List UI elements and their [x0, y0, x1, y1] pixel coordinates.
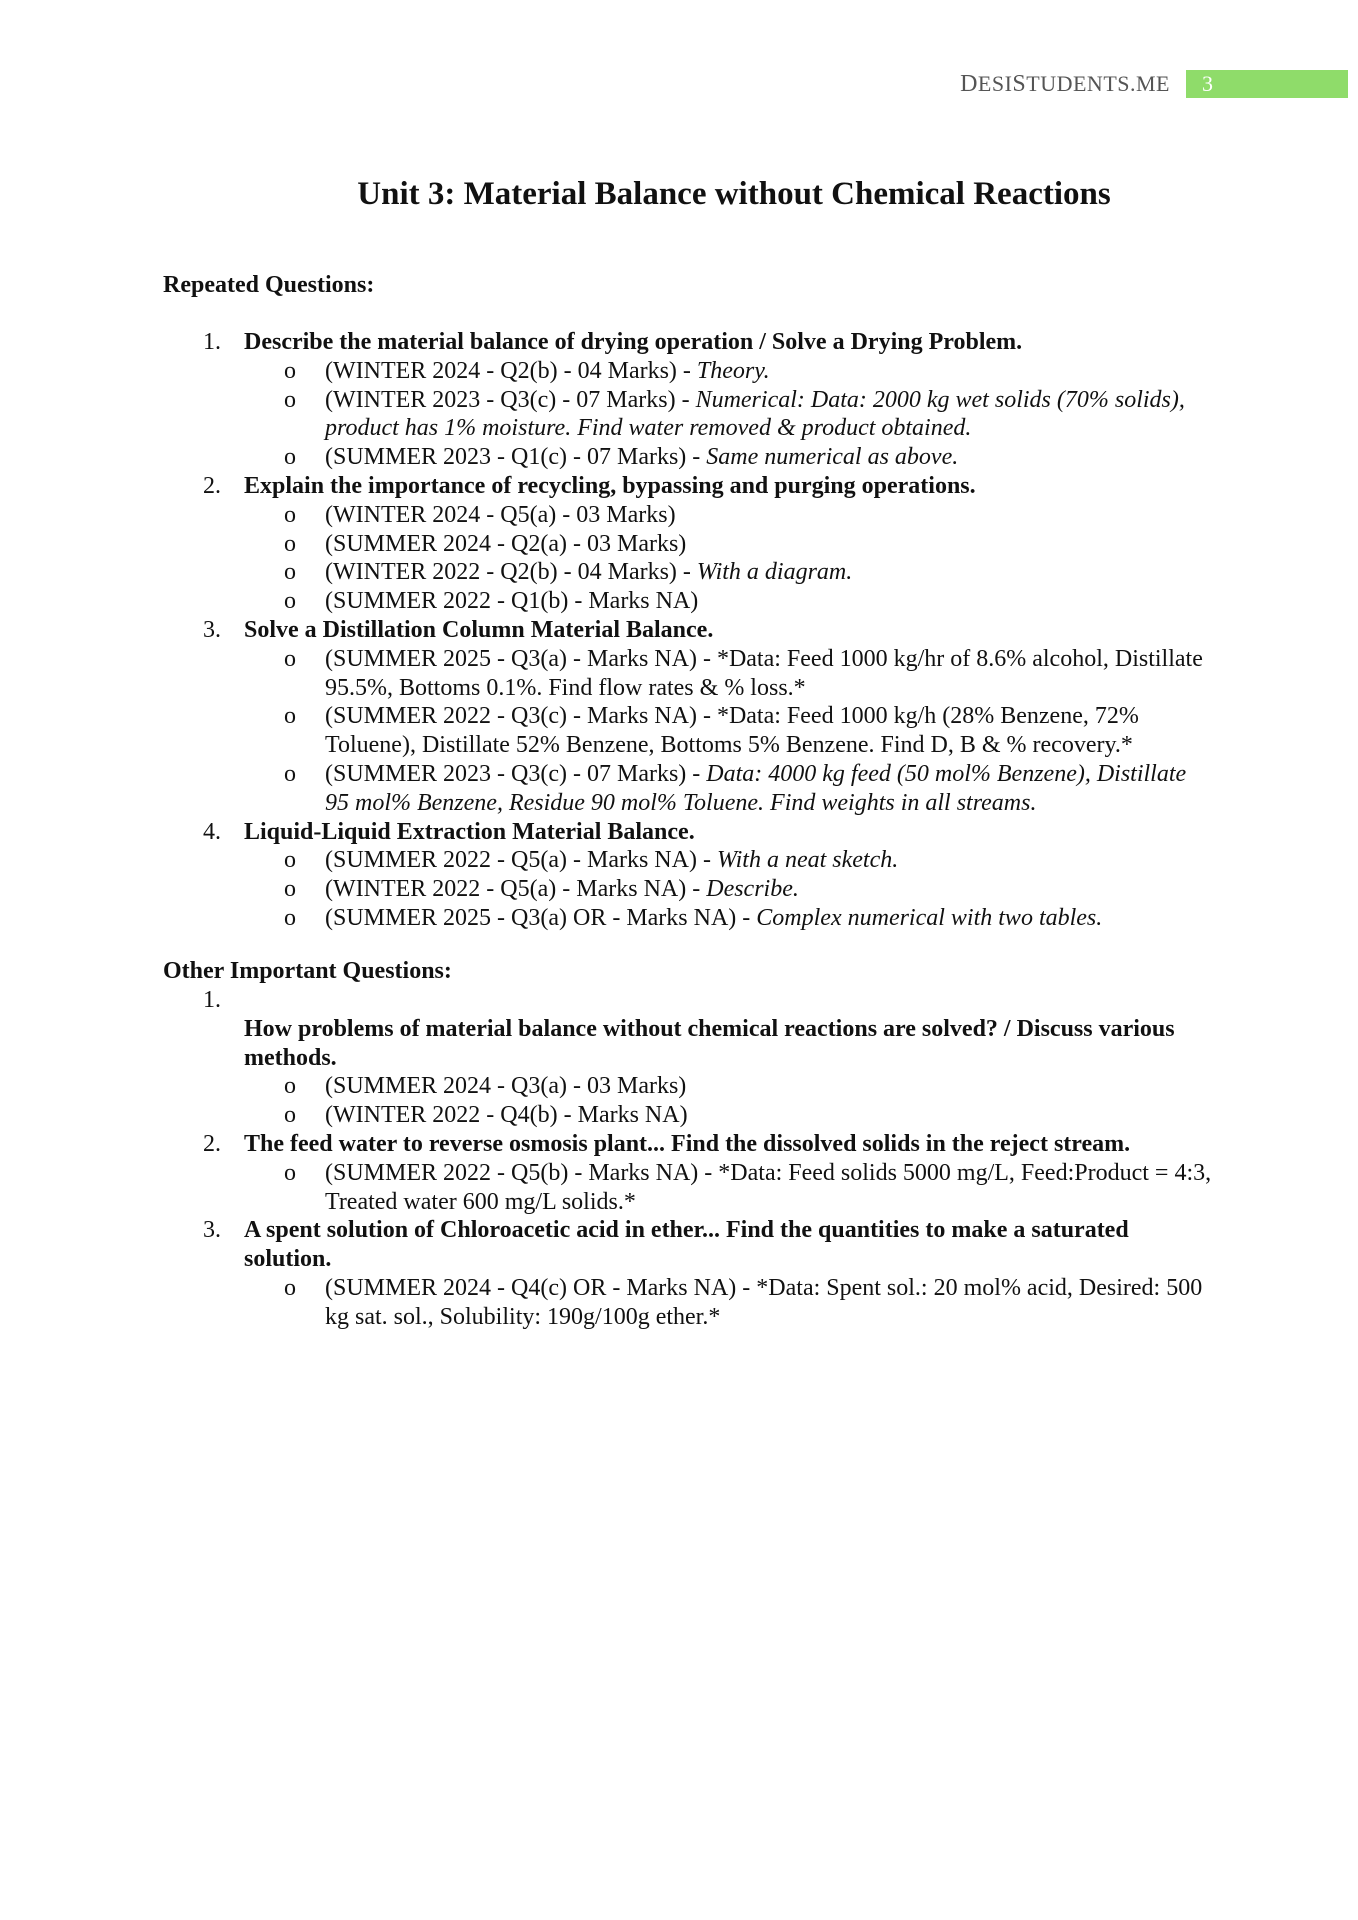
repeated-questions-list: [163, 328, 1213, 933]
question-reference: o (WINTER 2022 - Q5(a) - Marks NA) - Describe.: [284, 876, 799, 903]
question-item: 4. Liquid-Liquid Extraction Material Balance. o (SUMMER 2022 - Q5(a) - Marks NA) - With a neat sketch. o (WINTER 2022 - Q5(a) - Marks NA) - Describe. o (SUMMER 2025 - Q3(a) OR - Marks NA) - Complex numerical with two tables.: [163, 818, 1213, 933]
other-questions-heading: Other Important Questions:: [163, 958, 452, 984]
question-item: 3. Solve a Distillation Column Material Balance. o (SUMMER 2025 - Q3(a) - Marks NA) - *Data: Feed 1000 kg/hr of 8.6% alcohol, Distillate 95.5%, Bottoms 0.1%. Find flow rates & % loss.* o (SUMMER 2022 - Q3(c) - Marks NA) - *Data: Feed 1000 kg/h (28% Benzene, 72% Toluene), Distillate 52% Benzene, Bottoms 5% Benzene. Find D, B & % recovery.* o (SUMMER 2023 - Q3(c) - 07 Marks) - Data: 4000 kg feed (50 mol% Benzene), Distillate 95 mol% Benzene, Residue 90 mol% Toluene. Find weights in all streams.: [163, 616, 1213, 818]
page-title: Unit 3: Material Balance without Chemical Reactions: [357, 176, 1111, 212]
question-reference: o (SUMMER 2024 - Q4(c) OR - Marks NA) - *Data: Spent sol.: 20 mol% acid, Desired: 500 kg sat. sol., Solubility: 190g/100g ether.*: [284, 1274, 1203, 1330]
question-reference: o (SUMMER 2025 - Q3(a) - Marks NA) - *Data: Feed 1000 kg/hr of 8.6% alcohol, Distillate 95.5%, Bottoms 0.1%. Find flow rates & % loss.*: [284, 645, 1203, 701]
question-reference: o (SUMMER 2023 - Q1(c) - 07 Marks) - Same numerical as above.: [284, 444, 959, 471]
question-reference: o (SUMMER 2022 - Q3(c) - Marks NA) - *Data: Feed 1000 kg/h (28% Benzene, 72% Toluene), Distillate 52% Benzene, Bottoms 5% Benzene. Find D, B & % recovery.*: [284, 703, 1139, 759]
question-reference: o (WINTER 2022 - Q2(b) - 04 Marks) - With a diagram.: [284, 559, 853, 586]
page-number: 3: [1186, 70, 1348, 98]
question-item: 1. Describe the material balance of drying operation / Solve a Drying Problem. o (WINTER 2024 - Q2(b) - 04 Marks) - Theory. o (WINTER 2023 - Q3(c) - 07 Marks) - Numerical: Data: 2000 kg wet solids (70% solids), product has 1% moisture. Find water removed & product obtained. o (SUMMER 2023 - Q1(c) - 07 Marks) - Same numerical as above.: [163, 328, 1213, 472]
question-item: 3. A spent solution of Chloroacetic acid in ether... Find the quantities to make a saturated solution. o (SUMMER 2024 - Q4(c) OR - Marks NA) - *Data: Spent sol.: 20 mol% acid, Desired: 500 kg sat. sol., Solubility: 190g/100g ether.*: [163, 1216, 1213, 1331]
question-reference: o (WINTER 2023 - Q3(c) - 07 Marks) - Numerical: Data: 2000 kg wet solids (70% solids), product has 1% moisture. Find water removed & product obtained.: [284, 386, 1185, 442]
page-header: [960, 70, 1348, 98]
question-reference: o (SUMMER 2023 - Q3(c) - 07 Marks) - Data: 4000 kg feed (50 mol% Benzene), Distillate 95 mol% Benzene, Residue 90 mol% Toluene. Find weights in all streams.: [284, 760, 1187, 816]
question-reference: o (SUMMER 2024 - Q2(a) - 03 Marks): [284, 530, 687, 557]
other-questions-list: [163, 986, 1213, 1332]
brand-name: DESISTUDENTS.ME: [960, 71, 1170, 97]
question-reference: o (SUMMER 2022 - Q5(b) - Marks NA) - *Data: Feed solids 5000 mg/L, Feed:Product = 4:3, Treated water 600 mg/L solids.*: [284, 1159, 1212, 1215]
question-reference: o (WINTER 2022 - Q4(b) - Marks NA): [284, 1102, 688, 1129]
question-item: 2. Explain the importance of recycling, bypassing and purging operations. o (WINTER 2024 - Q5(a) - 03 Marks) o (SUMMER 2024 - Q2(a) - 03 Marks) o (WINTER 2022 - Q2(b) - 04 Marks) - With a diagram. o (SUMMER 2022 - Q1(b) - Marks NA): [163, 472, 1213, 616]
question-reference: o (SUMMER 2024 - Q3(a) - 03 Marks): [284, 1073, 687, 1100]
question-item: 1. How problems of material balance without chemical reactions are solved? / Discuss various methods. o (SUMMER 2024 - Q3(a) - 03 Marks) o (WINTER 2022 - Q4(b) - Marks NA): [163, 986, 1213, 1130]
question-reference: o (SUMMER 2022 - Q5(a) - Marks NA) - With a neat sketch.: [284, 847, 899, 874]
question-reference: o (WINTER 2024 - Q5(a) - 03 Marks): [284, 501, 676, 528]
question-reference: o (SUMMER 2025 - Q3(a) OR - Marks NA) - Complex numerical with two tables.: [284, 904, 1103, 931]
repeated-questions-heading: Repeated Questions:: [163, 272, 375, 298]
question-reference: o (WINTER 2024 - Q2(b) - 04 Marks) - Theory.: [284, 357, 770, 384]
question-item: 2. The feed water to reverse osmosis plant... Find the dissolved solids in the reject stream. o (SUMMER 2022 - Q5(b) - Marks NA) - *Data: Feed solids 5000 mg/L, Feed:Product = 4:3, Treated water 600 mg/L solids.*: [203, 1130, 1212, 1215]
question-reference: o (SUMMER 2022 - Q1(b) - Marks NA): [284, 588, 699, 615]
